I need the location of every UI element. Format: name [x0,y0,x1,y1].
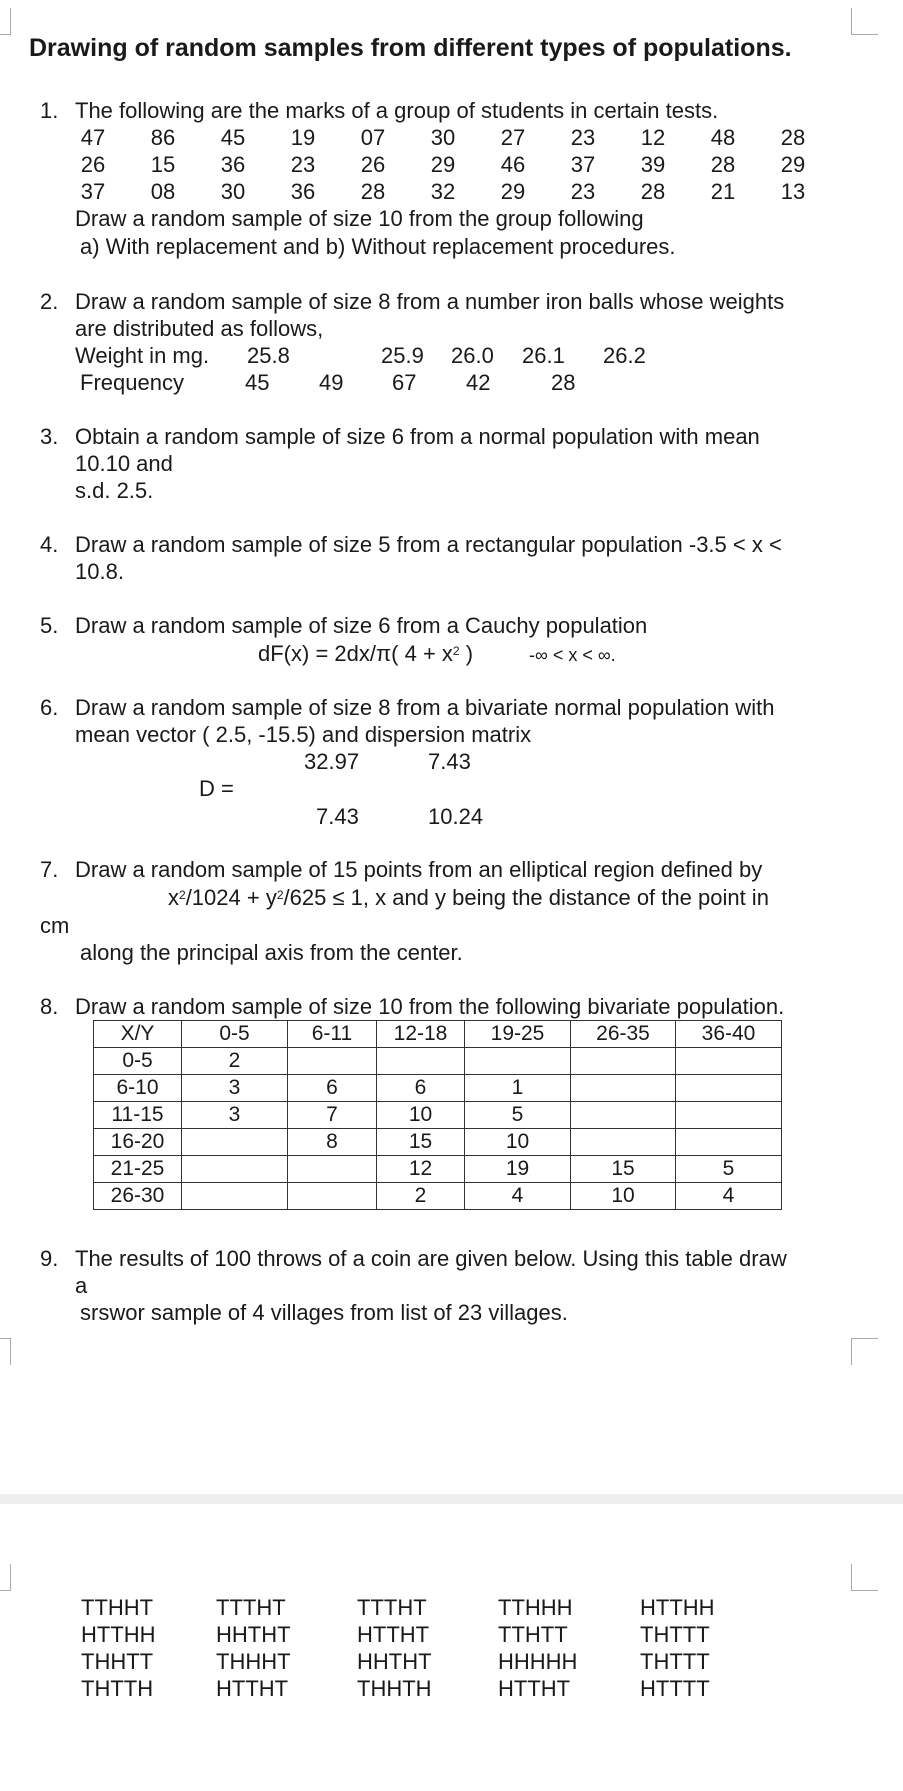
table-cell: 11-15 [94,1102,182,1129]
q7-eq-x: x [168,885,179,910]
coin-sequence: HTTTT [640,1676,710,1701]
q5-text-line1: Draw a random sample of size 6 from a Cauchy population [75,613,648,638]
table-cell: 15 [571,1156,676,1183]
q9-number: 9. [40,1246,59,1271]
crop-mark-top-left [0,1564,11,1591]
q7-eq-rest: /625 ≤ 1, x and y being the distance of the point in [283,885,769,910]
coin-sequence: TTHHH [498,1595,573,1620]
bivariate-table [93,1020,782,1210]
table-cell [288,1048,377,1075]
q2-weight: 26.1 [522,343,565,368]
coin-sequence: HTTHT [498,1676,571,1701]
q4-number: 4. [40,532,59,557]
coin-column [216,1594,291,1702]
table-cell: 10 [571,1183,676,1210]
table-cell [571,1129,676,1156]
q2-weight: 25.8 [247,343,290,368]
coin-column [357,1594,432,1702]
q6-matrix-cell: 7.43 [316,804,359,829]
table-cell [182,1129,288,1156]
coin-sequence: HHTHT [216,1622,291,1647]
coin-column [640,1594,715,1702]
q1-mark: 27 [500,125,526,150]
q7-eq-exponent: 2 [276,888,284,902]
table-cell: 2 [377,1183,465,1210]
q1-mark: 30 [220,179,246,204]
coin-sequence: THTTT [640,1649,710,1674]
q5-formula-exponent: 2 [452,644,460,658]
table-cell: 5 [676,1156,782,1183]
q1-procedures: a) With replacement and b) Without replacement procedures. [80,234,676,259]
q6-matrix-cell: 7.43 [428,749,471,774]
q2-frequency: 49 [319,370,344,395]
q1-mark: 23 [570,179,596,204]
coin-sequence: TTTHT [216,1595,286,1620]
crop-mark-bottom-right [851,1338,878,1365]
crop-mark-bottom-left [0,1338,11,1365]
q1-mark: 36 [290,179,316,204]
coin-sequence: TTHHT [81,1595,154,1620]
q3-text-line3: s.d. 2.5. [75,478,154,503]
q1-mark: 28 [780,125,806,150]
table-cell: 10 [465,1129,571,1156]
q1-mark: 29 [780,152,806,177]
q1-mark: 45 [220,125,246,150]
q1-mark: 07 [360,125,386,150]
table-cell [182,1183,288,1210]
coin-column [498,1594,577,1702]
q2-frequency: 42 [466,370,491,395]
q1-mark: 26 [360,152,386,177]
table-cell: 4 [676,1183,782,1210]
q6-number: 6. [40,695,59,720]
q5-number: 5. [40,613,59,638]
q5-range: -∞ < x < ∞. [529,645,616,665]
table-cell: 19 [465,1156,571,1183]
table-cell: 2 [182,1048,288,1075]
table-row [94,1102,782,1129]
q2-frequency: 28 [551,370,576,395]
coin-sequence: THHTH [357,1676,432,1701]
coin-sequence: HTTHH [640,1595,715,1620]
coin-sequence: THTTT [640,1622,710,1647]
crop-mark-top-right [851,1564,878,1591]
table-header: 12-18 [377,1021,465,1048]
q1-marks-grid [58,124,828,205]
table-cell [182,1156,288,1183]
q1-mark: 28 [360,179,386,204]
q2-weight-label: Weight in mg. [75,343,210,368]
q1-mark: 29 [500,179,526,204]
table-cell: 1 [465,1075,571,1102]
q1-mark: 30 [430,125,456,150]
table-row [94,1183,782,1210]
q9-text-line2: a [75,1273,88,1298]
coin-sequence: TTHTT [498,1622,568,1647]
q2-frequency: 45 [245,370,270,395]
q2-number: 2. [40,289,59,314]
q1-mark: 29 [430,152,456,177]
q7-text-line1: Draw a random sample of 15 points from an elliptical region defined by [75,857,763,882]
table-cell: 21-25 [94,1156,182,1183]
page-separator [0,1494,903,1504]
table-cell: 12 [377,1156,465,1183]
q6-matrix-label: D = [199,776,234,801]
q1-mark: 08 [150,179,176,204]
q7-unit: cm [40,913,70,938]
coin-sequence: TTTHT [357,1595,427,1620]
document-title: Drawing of random samples from different types of populations. [29,34,792,62]
table-cell: 6-10 [94,1075,182,1102]
q3-text-line2: 10.10 and [75,451,173,476]
table-cell [676,1075,782,1102]
table-cell: 7 [288,1102,377,1129]
q2-frequency: 67 [392,370,417,395]
q4-text-line2: 10.8. [75,559,124,584]
q1-mark: 36 [220,152,246,177]
table-cell: 6 [377,1075,465,1102]
q1-mark: 21 [710,179,736,204]
coin-sequence: HTTHT [357,1622,430,1647]
table-cell: 0-5 [94,1048,182,1075]
table-cell: 6 [288,1075,377,1102]
crop-mark-top-left [0,8,11,35]
table-cell [377,1048,465,1075]
table-row [94,1129,782,1156]
coin-sequence: THHHT [216,1649,291,1674]
q6-matrix-cell: 10.24 [428,804,484,829]
q1-mark: 47 [80,125,106,150]
q1-mark: 46 [500,152,526,177]
table-cell [571,1048,676,1075]
table-cell: 16-20 [94,1129,182,1156]
coin-sequence: HTTHH [81,1622,156,1647]
table-cell [288,1156,377,1183]
crop-mark-top-right [851,8,878,35]
q1-mark: 26 [80,152,106,177]
table-row [94,1048,782,1075]
q1-instruction: Draw a random sample of size 10 from the group following [75,206,644,231]
q7-eq-exponent: 2 [179,888,186,902]
table-header-row [94,1021,782,1048]
table-row [94,1075,782,1102]
coin-sequence: HHHHH [498,1649,578,1674]
q9-text-line3: srswor sample of 4 villages from list of 23 villages. [80,1300,568,1325]
q2-text-line2: are distributed as follows, [75,316,324,341]
q1-mark: 12 [640,125,666,150]
table-cell [288,1183,377,1210]
table-header: 0-5 [182,1021,288,1048]
table-cell [465,1048,571,1075]
q1-mark: 13 [780,179,806,204]
table-cell: 26-30 [94,1183,182,1210]
q1-number: 1. [40,98,59,123]
table-header: 19-25 [465,1021,571,1048]
q1-mark: 19 [290,125,316,150]
table-cell [676,1048,782,1075]
q1-mark: 28 [710,152,736,177]
q6-text-line1: Draw a random sample of size 8 from a bivariate normal population with [75,695,775,720]
table-header: 26-35 [571,1021,676,1048]
table-cell: 4 [465,1183,571,1210]
q2-weight: 25.9 [381,343,424,368]
q1-mark: 28 [640,179,666,204]
q3-number: 3. [40,424,59,449]
table-header: 6-11 [288,1021,377,1048]
table-cell [676,1129,782,1156]
q7-text-line3: along the principal axis from the center. [80,940,463,965]
table-cell: 3 [182,1102,288,1129]
table-header: 36-40 [676,1021,782,1048]
q5-formula-close: ) [459,641,474,666]
table-cell: 10 [377,1102,465,1129]
q7-ellipse-equation [168,884,769,911]
table-cell [676,1102,782,1129]
coin-sequence: HHTHT [357,1649,432,1674]
q1-mark: 37 [570,152,596,177]
table-cell: 8 [288,1129,377,1156]
table-header: X/Y [94,1021,182,1048]
table-row [94,1156,782,1183]
q1-mark: 37 [80,179,106,204]
table-cell [571,1102,676,1129]
q1-text: The following are the marks of a group of students in certain tests. [75,98,719,123]
q6-text-line2: mean vector ( 2.5, -15.5) and dispersion matrix [75,722,532,747]
coin-sequence: THHTT [81,1649,154,1674]
table-cell: 15 [377,1129,465,1156]
q8-number: 8. [40,994,59,1019]
q2-weight: 26.0 [451,343,494,368]
coin-sequence: THTTH [81,1676,154,1701]
q1-mark: 39 [640,152,666,177]
table-cell: 5 [465,1102,571,1129]
q5-formula-main: dF(x) = 2dx/π( 4 + x [258,641,453,666]
q3-text-line1: Obtain a random sample of size 6 from a normal population with mean [75,424,760,449]
q1-mark: 23 [290,152,316,177]
q4-text-line1: Draw a random sample of size 5 from a rectangular population -3.5 < x < [75,532,782,557]
q5-cauchy-formula [258,640,473,667]
q2-frequency-label: Frequency [80,370,184,395]
q9-text-line1: The results of 100 throws of a coin are given below. Using this table draw [75,1246,787,1271]
q6-matrix-cell: 32.97 [304,749,360,774]
q1-mark: 23 [570,125,596,150]
q1-mark: 32 [430,179,456,204]
coin-column [81,1594,156,1702]
q1-mark: 48 [710,125,736,150]
q7-eq-mid: /1024 + y [185,885,277,910]
coin-sequence: HTTHT [216,1676,289,1701]
q8-text-line1: Draw a random sample of size 10 from the following bivariate population. [75,994,785,1019]
table-cell: 3 [182,1075,288,1102]
q2-weight: 26.2 [603,343,646,368]
q2-text-line1: Draw a random sample of size 8 from a number iron balls whose weights [75,289,785,314]
q1-mark: 86 [150,125,176,150]
q1-mark: 15 [150,152,176,177]
table-cell [571,1075,676,1102]
q7-number: 7. [40,857,59,882]
